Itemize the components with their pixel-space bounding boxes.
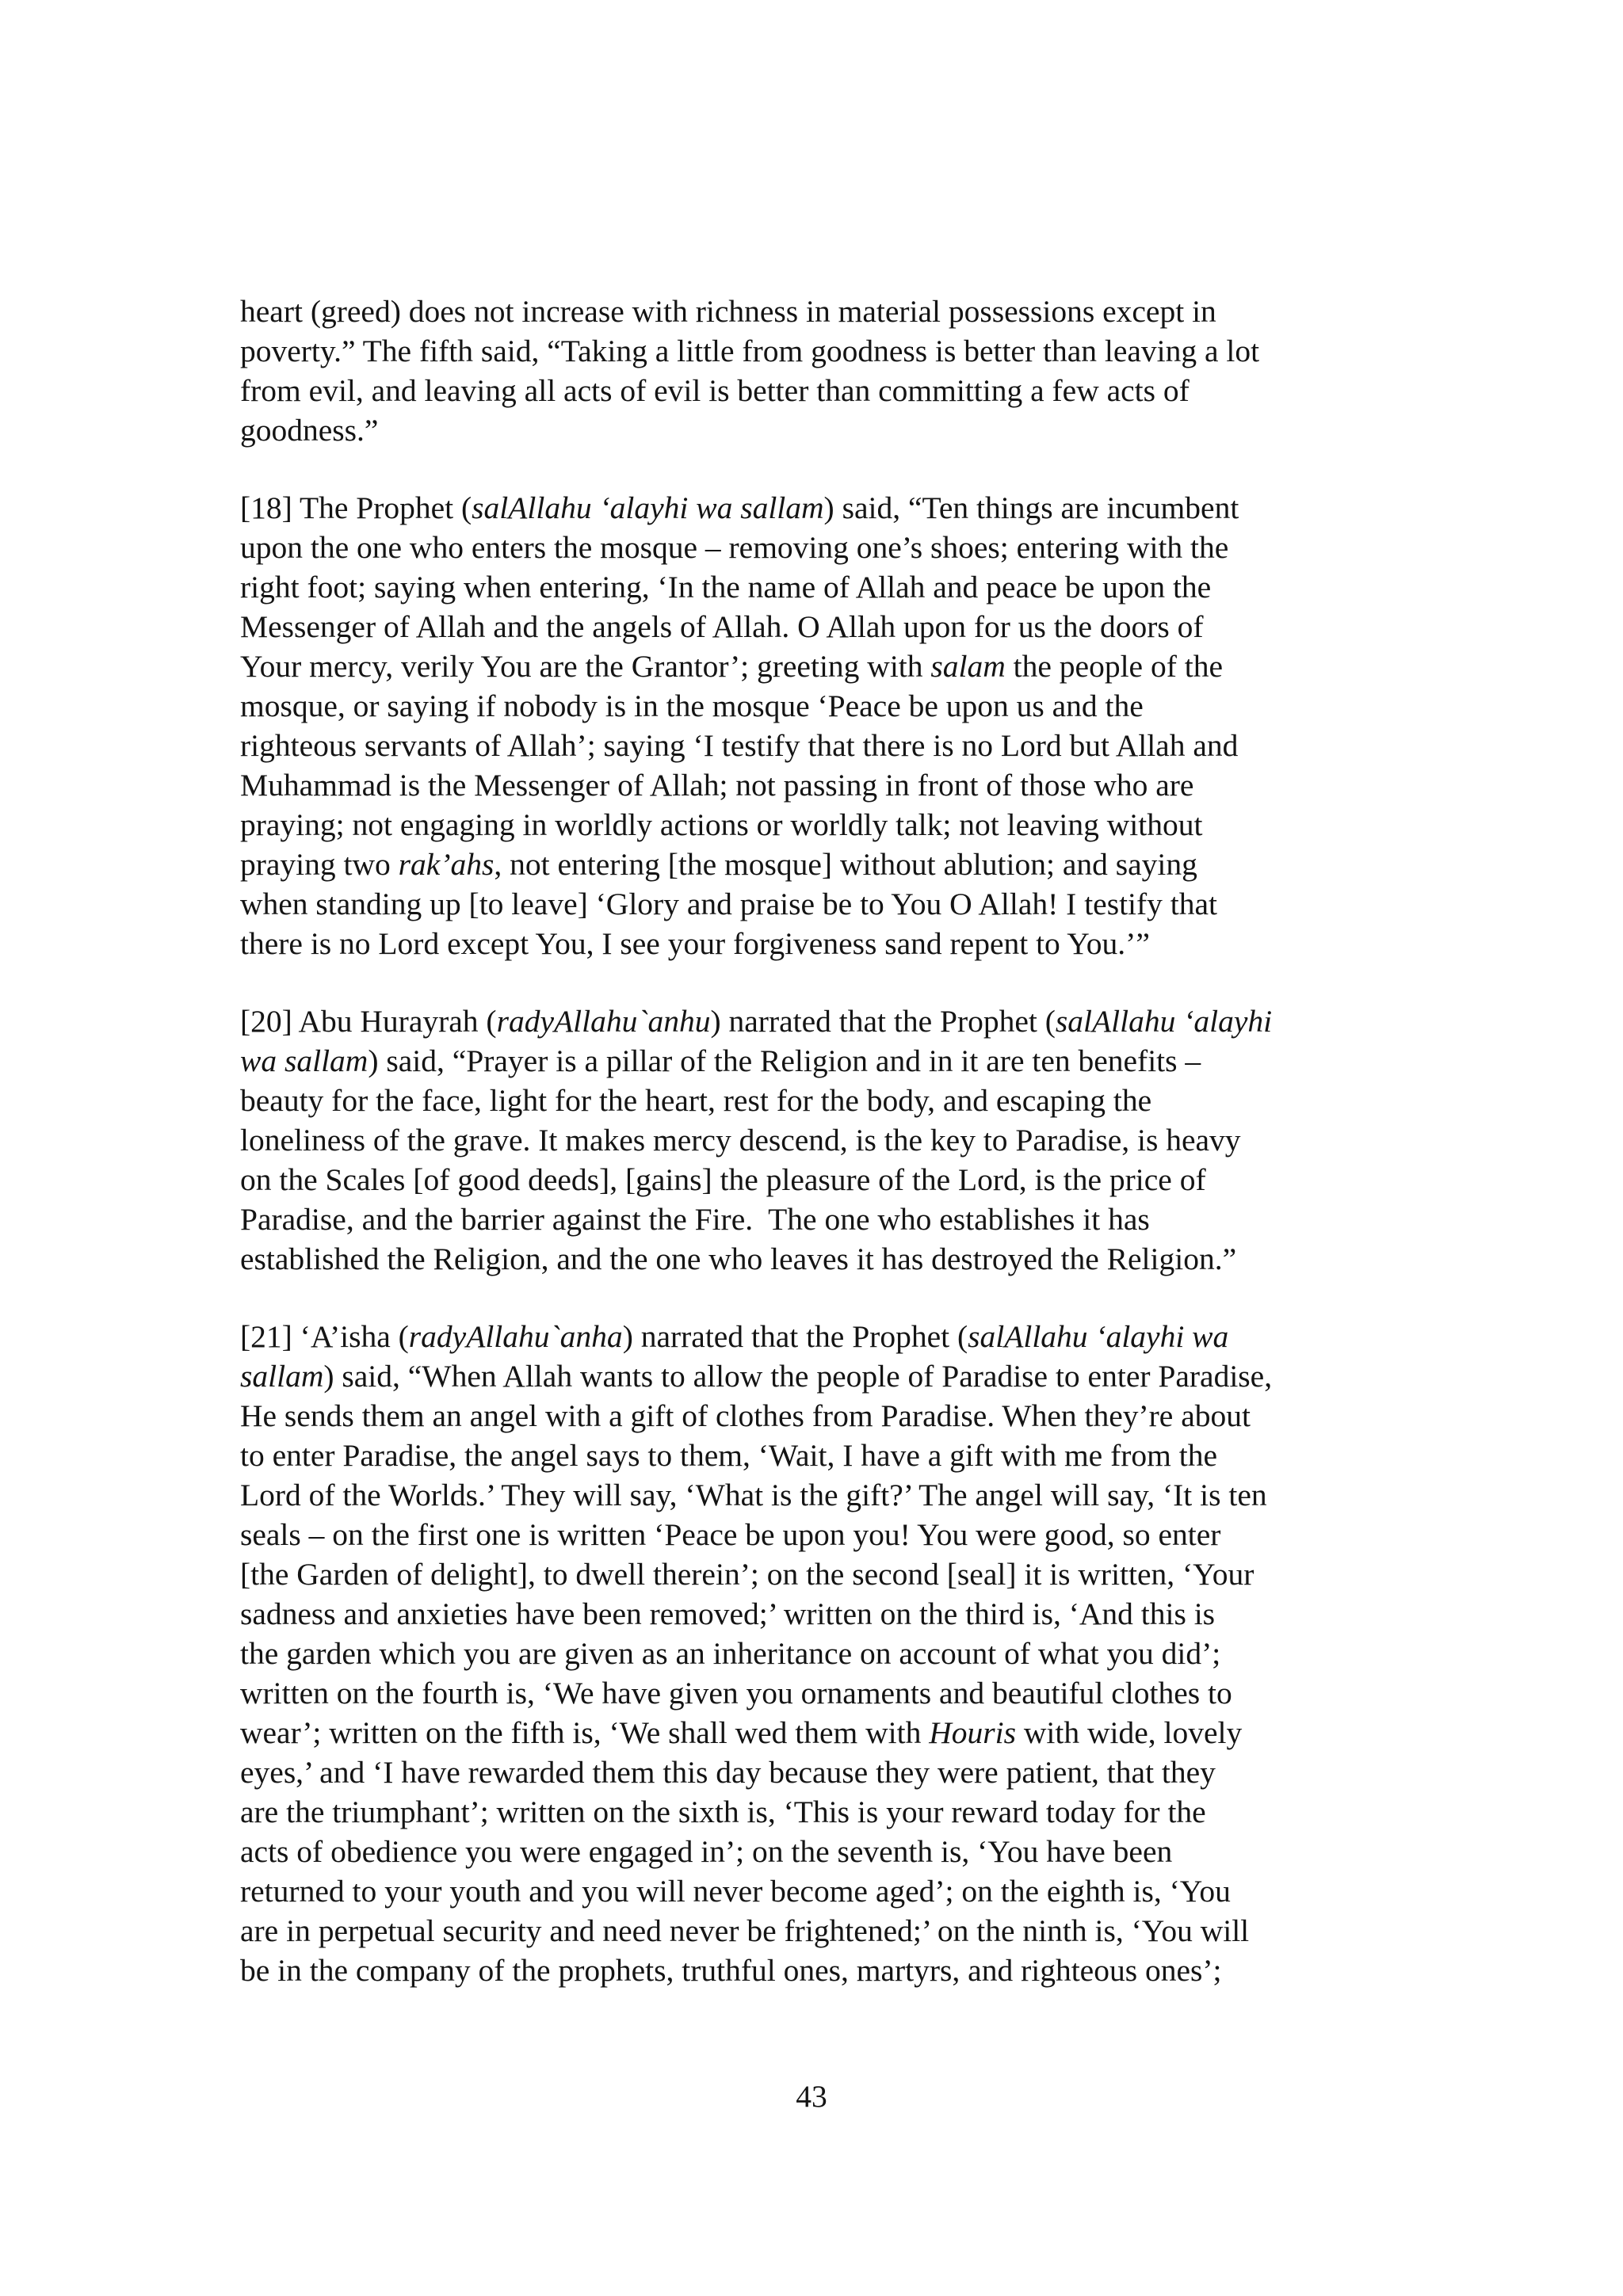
text-line xyxy=(240,1792,1429,1832)
text-segment: praying; not engaging in worldly actions or worldly talk; not leaving without xyxy=(240,807,1203,842)
page-body xyxy=(240,292,1429,2028)
text-segment: written on the fourth is, ‘We have given you ornaments and beautiful clothes to xyxy=(240,1676,1232,1711)
text-line xyxy=(240,924,1429,963)
text-line xyxy=(240,1356,1429,1396)
text-segment: established the Religion, and the one who leaves it has destroyed the Religion.” xyxy=(240,1241,1237,1276)
text-line xyxy=(240,410,1429,450)
text-line xyxy=(240,845,1429,884)
text-line xyxy=(240,1753,1429,1792)
text-line xyxy=(240,1634,1429,1673)
text-segment: ) narrated that the Prophet ( xyxy=(622,1319,968,1354)
text-line xyxy=(240,488,1429,528)
text-segment: on the Scales [of good deeds], [gains] the pleasure of the Lord, is the price of xyxy=(240,1162,1206,1197)
paragraph xyxy=(240,1317,1429,1990)
text-segment: the people of the xyxy=(1005,649,1223,684)
paragraph xyxy=(240,1001,1429,1279)
text-line xyxy=(240,765,1429,805)
text-line xyxy=(240,528,1429,567)
text-line xyxy=(240,1199,1429,1239)
text-segment: Muhammad is the Messenger of Allah; not passing in front of those who are xyxy=(240,768,1194,803)
text-line xyxy=(240,1041,1429,1081)
text-line xyxy=(240,1554,1429,1594)
text-segment: ) narrated that the Prophet ( xyxy=(710,1004,1056,1039)
text-line xyxy=(240,1951,1429,1990)
text-segment: heart (greed) does not increase with richness in material possessions except in xyxy=(240,294,1216,329)
text-line xyxy=(240,805,1429,845)
text-line xyxy=(240,331,1429,371)
text-segment: be in the company of the prophets, truthful ones, martyrs, and righteous ones’; xyxy=(240,1953,1222,1988)
text-line xyxy=(240,1673,1429,1713)
text-segment: poverty.” The fifth said, “Taking a little from goodness is better than leaving a lot xyxy=(240,334,1260,368)
text-line xyxy=(240,1081,1429,1120)
text-line xyxy=(240,1239,1429,1279)
text-segment: ) said, “When Allah wants to allow the people of Paradise to enter Paradise, xyxy=(323,1359,1273,1394)
text-segment: returned to your youth and you will never become aged’; on the eighth is, ‘You xyxy=(240,1874,1231,1909)
text-segment: right foot; saying when entering, ‘In the name of Allah and peace be upon the xyxy=(240,570,1212,605)
italic-term: Houris xyxy=(929,1715,1017,1750)
text-segment: Messenger of Allah and the angels of Allah. O Allah upon for us the doors of xyxy=(240,609,1204,644)
text-line xyxy=(240,1871,1429,1911)
text-segment: from evil, and leaving all acts of evil is better than committing a few acts of xyxy=(240,373,1190,408)
paragraph xyxy=(240,488,1429,963)
text-segment: loneliness of the grave. It makes mercy descend, is the key to Paradise, is heavy xyxy=(240,1123,1241,1158)
text-segment: [18] The Prophet ( xyxy=(240,490,472,525)
text-line xyxy=(240,1594,1429,1634)
text-segment: seals – on the first one is written ‘Peace be upon you! You were good, so enter xyxy=(240,1517,1221,1552)
text-line xyxy=(240,1832,1429,1871)
italic-term: salAllahu ‘alayhi xyxy=(1055,1004,1273,1039)
text-segment: beauty for the face, light for the heart, rest for the body, and escaping the xyxy=(240,1083,1152,1118)
text-segment: goodness.” xyxy=(240,413,379,448)
text-segment: there is no Lord except You, I see your forgiveness sand repent to You.’” xyxy=(240,926,1150,961)
text-segment: Paradise, and the barrier against the Fire. The one who establishes it has xyxy=(240,1202,1150,1237)
text-segment: acts of obedience you were engaged in’; on the seventh is, ‘You have been xyxy=(240,1834,1173,1869)
italic-term: rak’ahs xyxy=(398,847,495,882)
paragraph xyxy=(240,292,1429,450)
text-line xyxy=(240,1911,1429,1951)
text-line xyxy=(240,607,1429,646)
text-segment: righteous servants of Allah’; saying ‘I testify that there is no Lord but Allah and xyxy=(240,728,1239,763)
text-line xyxy=(240,1001,1429,1041)
text-line xyxy=(240,1515,1429,1554)
text-segment: ) said, “Ten things are incumbent xyxy=(823,490,1239,525)
text-segment: eyes,’ and ‘I have rewarded them this day because they were patient, that they xyxy=(240,1755,1216,1790)
italic-term: salAllahu ‘alayhi wa xyxy=(968,1319,1229,1354)
text-segment: Your mercy, verily You are the Grantor’; greeting with xyxy=(240,649,931,684)
italic-term: radyAllahu`anha xyxy=(408,1319,623,1354)
text-segment: wear’; written on the fifth is, ‘We shall wed them with xyxy=(240,1715,930,1750)
text-line xyxy=(240,1317,1429,1356)
text-segment: [21] ‘A’isha ( xyxy=(240,1319,409,1354)
text-segment: Lord of the Worlds.’ They will say, ‘What is the gift?’ The angel will say, ‘It is ten xyxy=(240,1478,1267,1512)
text-line xyxy=(240,567,1429,607)
text-segment: [20] Abu Hurayrah ( xyxy=(240,1004,497,1039)
text-segment: are the triumphant’; written on the sixth is, ‘This is your reward today for the xyxy=(240,1794,1206,1829)
text-line xyxy=(240,1396,1429,1436)
text-line xyxy=(240,726,1429,765)
text-segment: are in perpetual security and need never be frightened;’ on the ninth is, ‘You will xyxy=(240,1913,1250,1948)
text-segment: , not entering [the mosque] without ablution; and saying xyxy=(494,847,1197,882)
text-segment: the garden which you are given as an inheritance on account of what you did’; xyxy=(240,1636,1221,1671)
text-segment: [the Garden of delight], to dwell therein’; on the second [seal] it is written, ‘Your xyxy=(240,1557,1254,1592)
text-segment: ) said, “Prayer is a pillar of the Religion and in it are ten benefits – xyxy=(368,1043,1201,1078)
italic-term: radyAllahu`anhu xyxy=(496,1004,711,1039)
italic-term: sallam xyxy=(240,1359,324,1394)
text-segment: to enter Paradise, the angel says to them, ‘Wait, I have a gift with me from the xyxy=(240,1438,1218,1473)
text-line xyxy=(240,1160,1429,1199)
text-line xyxy=(240,371,1429,410)
text-line xyxy=(240,1713,1429,1753)
text-segment: sadness and anxieties have been removed;’ written on the third is, ‘And this is xyxy=(240,1596,1216,1631)
italic-term: wa sallam xyxy=(240,1043,369,1078)
text-line xyxy=(240,1436,1429,1475)
italic-term: salam xyxy=(930,649,1006,684)
text-segment: mosque, or saying if nobody is in the mosque ‘Peace be upon us and the xyxy=(240,688,1144,723)
text-line xyxy=(240,686,1429,726)
text-segment: upon the one who enters the mosque – removing one’s shoes; entering with the xyxy=(240,530,1229,565)
text-line xyxy=(240,1120,1429,1160)
text-segment: praying two xyxy=(240,847,399,882)
page-number: 43 xyxy=(796,2079,827,2114)
text-segment: when standing up [to leave] ‘Glory and praise be to You O Allah! I testify that xyxy=(240,887,1218,921)
italic-term: salAllahu ‘alayhi wa sallam xyxy=(472,490,824,525)
text-segment: He sends them an angel with a gift of clothes from Paradise. When they’re about xyxy=(240,1398,1251,1433)
text-line xyxy=(240,1475,1429,1515)
text-line xyxy=(240,884,1429,924)
text-line xyxy=(240,292,1429,331)
text-line xyxy=(240,646,1429,686)
text-segment: with wide, lovely xyxy=(1016,1715,1243,1750)
